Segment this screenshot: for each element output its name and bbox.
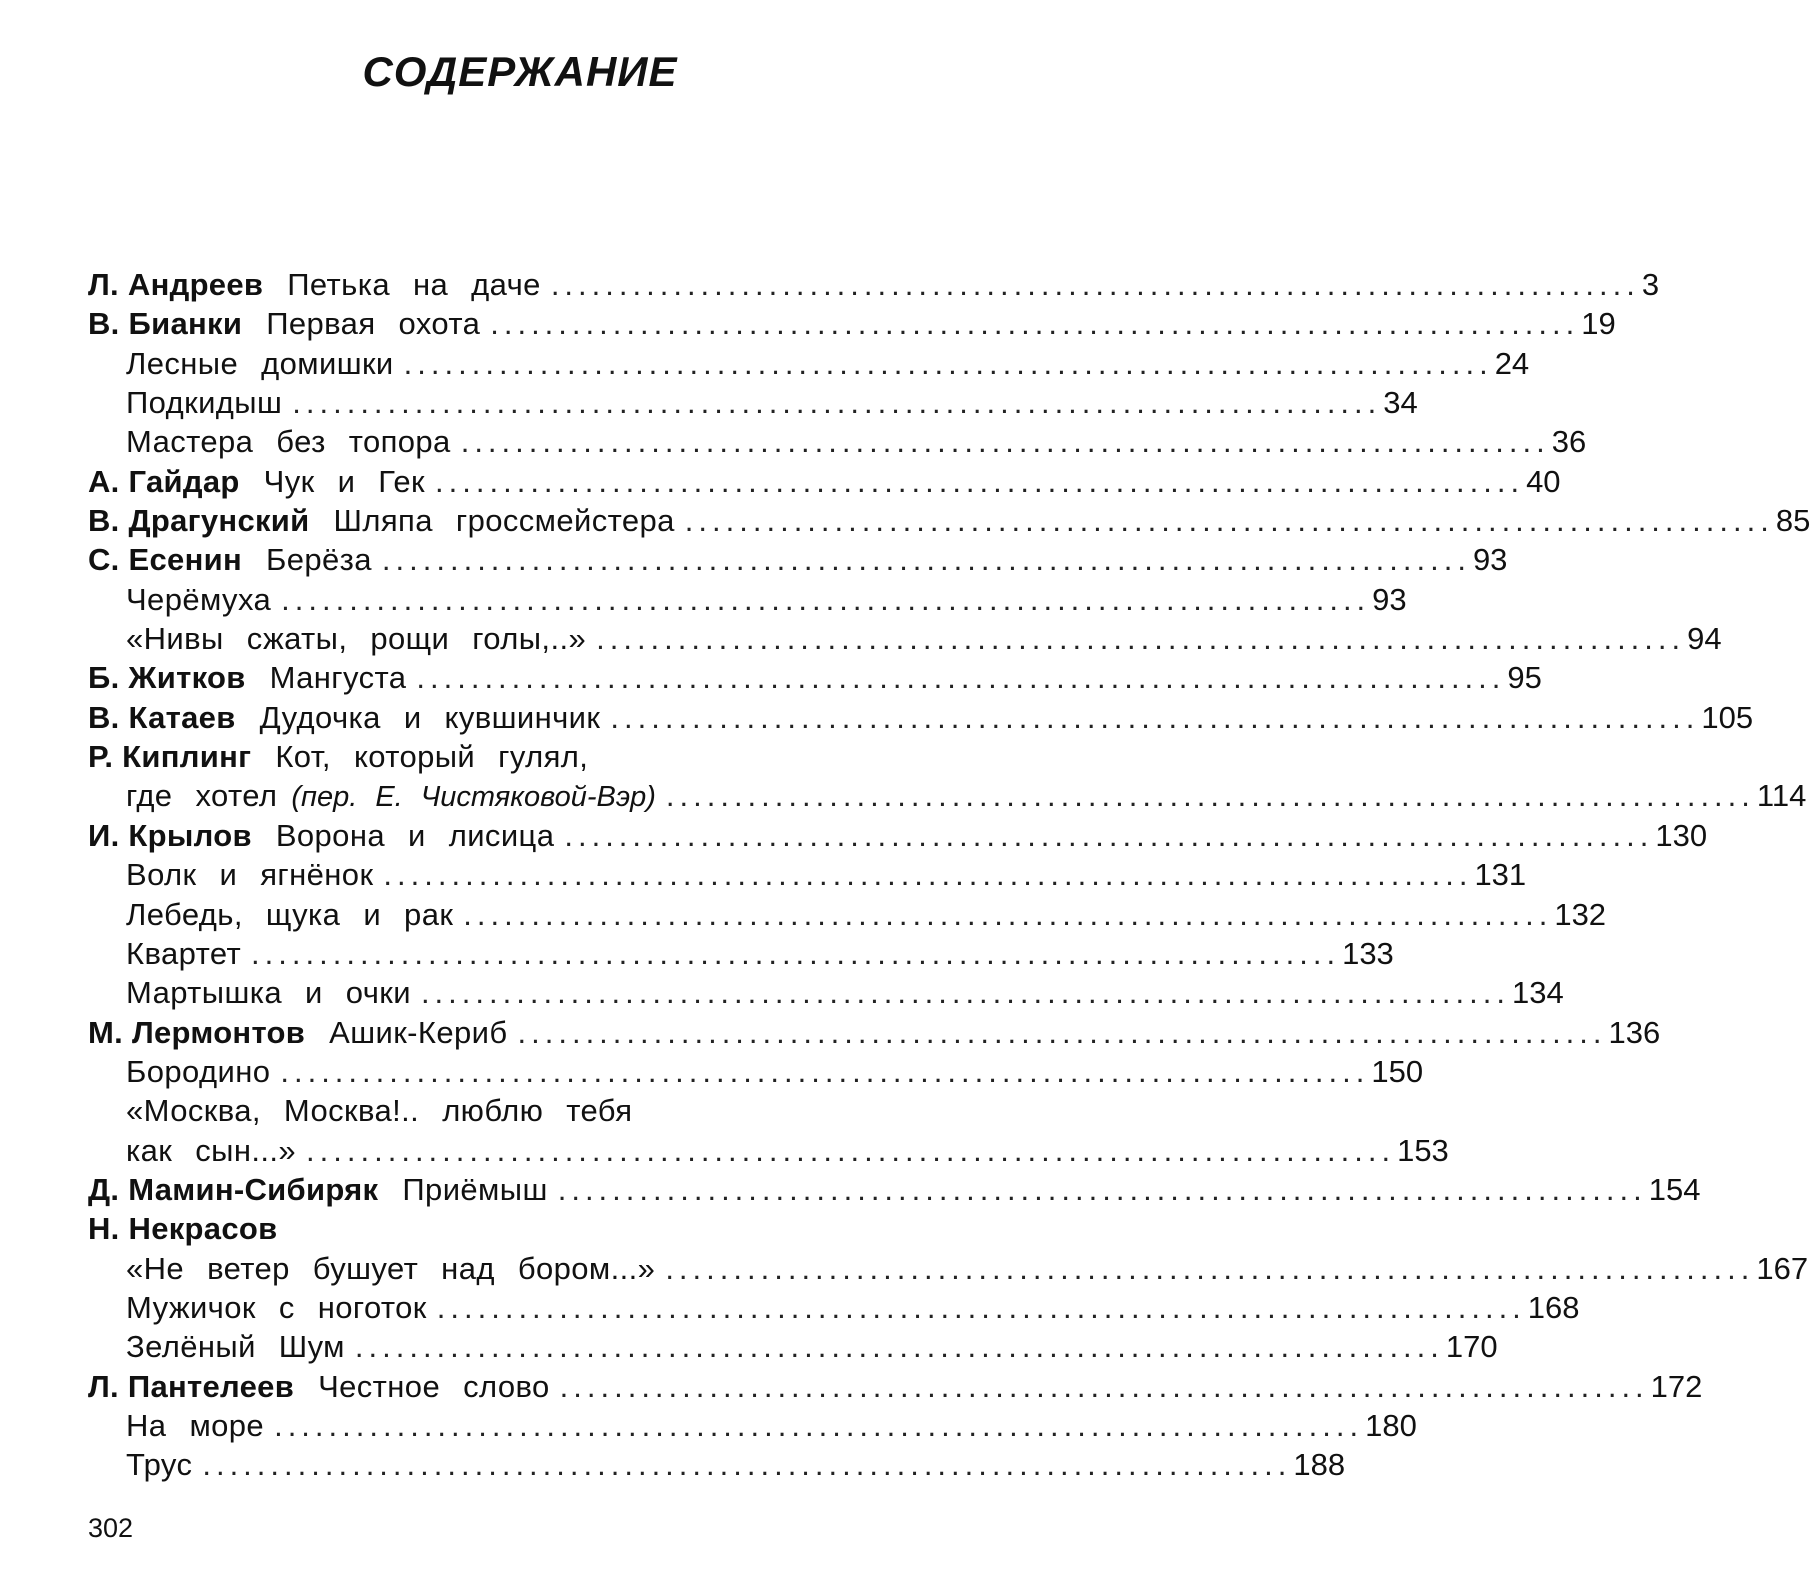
entry-page-number: 154: [1648, 1171, 1701, 1207]
toc-entry: [88, 1249, 1809, 1288]
entry-author: М. Лермонтов: [88, 1014, 306, 1050]
dot-leader: ................................................................................: [280, 1053, 1370, 1089]
entry-page-number: 95: [1507, 660, 1542, 696]
entry-page-number: 168: [1527, 1289, 1580, 1325]
dot-leader: ................................................................................: [550, 267, 1640, 302]
entry-title: Берёза: [265, 542, 372, 578]
dot-leader: ................................................................................: [274, 1407, 1364, 1443]
entry-title: Лебедь, щука и рак: [126, 896, 454, 932]
dot-leader: ................................................................................: [306, 1132, 1396, 1168]
entry-author: Н. Некрасов: [88, 1211, 278, 1247]
entry-title: где хотел: [126, 778, 278, 814]
toc-entry: [88, 540, 1508, 579]
dot-leader: ................................................................................: [460, 424, 1550, 460]
entry-author: Р. Киплинг: [88, 739, 252, 775]
dot-leader: ................................................................................: [665, 778, 1755, 814]
entry-translator-note: (пер. Е. Чистяковой-Вэр): [291, 781, 656, 814]
toc-entry: [88, 1013, 1661, 1052]
entry-title: Бородино: [126, 1053, 271, 1089]
entry-author: В. Катаев: [88, 699, 236, 735]
entry-title: как сын...»: [126, 1132, 297, 1168]
entry-title: Квартет: [126, 935, 242, 971]
table-of-contents: [88, 265, 1810, 1485]
toc-entry: [88, 1052, 1424, 1091]
dot-leader: ................................................................................: [403, 345, 1493, 381]
entry-title: Волк и ягнёнок: [126, 857, 374, 893]
entry-title: На море: [126, 1407, 265, 1443]
dot-leader: ................................................................................: [292, 385, 1382, 421]
toc-entry: [88, 462, 1561, 501]
entry-title: Мартышка и очки: [126, 975, 411, 1011]
entry-page-number: 150: [1371, 1053, 1424, 1089]
entry-page-number: 94: [1687, 621, 1722, 657]
entry-page-number: 3: [1641, 267, 1660, 302]
entry-title: Приёмыш: [402, 1171, 548, 1207]
entry-page-number: 93: [1372, 581, 1407, 617]
dot-leader: ................................................................................: [559, 1368, 1649, 1404]
entry-title: Трус: [126, 1447, 193, 1483]
dot-leader: ................................................................................: [354, 1329, 1444, 1365]
entry-author: Л. Пантелеев: [88, 1368, 295, 1404]
entry-title: «Нивы сжаты, рощи голы,..»: [126, 621, 587, 657]
entry-title: Шляпа гроссмейстера: [333, 503, 675, 539]
entry-page-number: 40: [1526, 463, 1561, 499]
entry-author: Л. Андреев: [88, 267, 264, 302]
toc-entry: [88, 1288, 1580, 1327]
page-number: 302: [88, 1513, 134, 1543]
entry-title: Мастера без топора: [126, 424, 451, 460]
dot-leader: ................................................................................: [281, 581, 1371, 617]
entry-page-number: 136: [1608, 1014, 1661, 1050]
entry-title: Лесные домишки: [126, 345, 394, 381]
dot-leader: ................................................................................: [596, 621, 1686, 657]
toc-entry: [88, 737, 936, 776]
toc-entry: [88, 1327, 1498, 1366]
dot-leader: ................................................................................: [436, 1289, 1526, 1325]
entry-title: Мужичок с ноготок: [126, 1289, 427, 1325]
entry-title: Кот, который гулял,: [275, 739, 589, 775]
entry-title: Подкидыш: [126, 385, 283, 421]
toc-entry: [88, 383, 1418, 422]
toc-entry: [88, 580, 1407, 619]
dot-leader: ................................................................................: [416, 660, 1506, 696]
entry-author: А. Гайдар: [88, 463, 240, 499]
dot-leader: ................................................................................: [490, 306, 1580, 342]
entry-author: В. Бианки: [88, 306, 243, 342]
entry-page-number: 19: [1581, 306, 1616, 342]
entry-title: Чук и Гек: [263, 463, 426, 499]
entry-page-number: 170: [1445, 1329, 1498, 1365]
toc-entry: [88, 422, 1587, 461]
toc-entry: [88, 619, 1722, 658]
dot-leader: ................................................................................: [435, 463, 1525, 499]
entry-title: «Не ветер бушует над бором...»: [126, 1250, 656, 1286]
entry-author: Б. Житков: [88, 660, 246, 696]
entry-author: Д. Мамин-Сибиряк: [88, 1171, 379, 1207]
entry-page-number: 85: [1775, 503, 1810, 539]
entry-page-number: 36: [1551, 424, 1587, 460]
entry-author: С. Есенин: [88, 542, 242, 578]
entry-page-number: 167: [1756, 1250, 1809, 1286]
dot-leader: ................................................................................: [517, 1014, 1607, 1050]
entry-title: Мангуста: [269, 660, 407, 696]
entry-title: Первая охота: [266, 306, 481, 342]
entry-title: Ашик-Кериб: [329, 1014, 508, 1050]
toc-entry: [88, 855, 1527, 894]
entry-title: Петька на даче: [287, 267, 541, 302]
toc-entry: [88, 1091, 936, 1130]
toc-entry: [88, 344, 1530, 383]
toc-entry: [88, 934, 1394, 973]
toc-entry: [88, 776, 1807, 815]
dot-leader: ................................................................................: [251, 935, 1341, 971]
entry-page-number: 24: [1494, 345, 1530, 381]
entry-page-number: 172: [1650, 1368, 1703, 1404]
toc-entry: [88, 1406, 1417, 1445]
entry-page-number: 105: [1701, 699, 1754, 735]
entry-title: Честное слово: [318, 1368, 550, 1404]
entry-author: И. Крылов: [88, 817, 252, 853]
toc-entry: [88, 698, 1754, 737]
toc-entry: [88, 1131, 1449, 1170]
toc-entry: [88, 501, 1810, 540]
dot-leader: ................................................................................: [381, 542, 1471, 578]
toc-entry: [88, 304, 1616, 343]
dot-leader: ................................................................................: [202, 1447, 1292, 1483]
entry-title: Дудочка и кувшинчик: [259, 699, 601, 735]
dot-leader: ................................................................................: [610, 699, 1700, 735]
entry-page-number: 133: [1342, 935, 1394, 971]
dot-leader: ................................................................................: [463, 896, 1553, 932]
entry-page-number: 131: [1474, 857, 1527, 893]
toc-entry: [88, 973, 1564, 1012]
entry-page-number: 114: [1756, 778, 1807, 814]
toc-entry: [88, 816, 1708, 855]
toc-entry: [88, 1445, 1346, 1484]
toc-entry: [88, 265, 1660, 304]
entry-title: Черёмуха: [126, 581, 272, 617]
entry-title: «Москва, Москва!.. люблю тебя: [126, 1093, 633, 1129]
dot-leader: ................................................................................: [383, 857, 1473, 893]
entry-title: Зелёный Шум: [126, 1329, 345, 1365]
toc-entry: [88, 658, 1542, 697]
entry-page-number: 34: [1383, 385, 1418, 421]
entry-page-number: 130: [1655, 817, 1708, 853]
toc-entry: [88, 895, 1607, 934]
entry-page-number: 93: [1472, 542, 1508, 578]
entry-page-number: 132: [1554, 896, 1607, 932]
entry-page-number: 188: [1293, 1447, 1346, 1483]
dot-leader: ................................................................................: [557, 1171, 1647, 1207]
toc-entry: [88, 1367, 1703, 1406]
entry-title: Ворона и лисица: [275, 817, 555, 853]
toc-entry: [88, 1170, 1701, 1209]
dot-leader: ................................................................................: [665, 1250, 1755, 1286]
entry-author: В. Драгунский: [88, 503, 310, 539]
entry-page-number: 180: [1365, 1407, 1417, 1443]
dot-leader: ................................................................................: [420, 975, 1510, 1011]
page-title: СОДЕРЖАНИЕ: [362, 48, 678, 95]
toc-entry: [88, 1209, 936, 1248]
entry-page-number: 134: [1511, 975, 1564, 1011]
entry-page-number: 153: [1397, 1132, 1449, 1168]
dot-leader: ................................................................................: [684, 503, 1774, 539]
dot-leader: ................................................................................: [564, 817, 1654, 853]
